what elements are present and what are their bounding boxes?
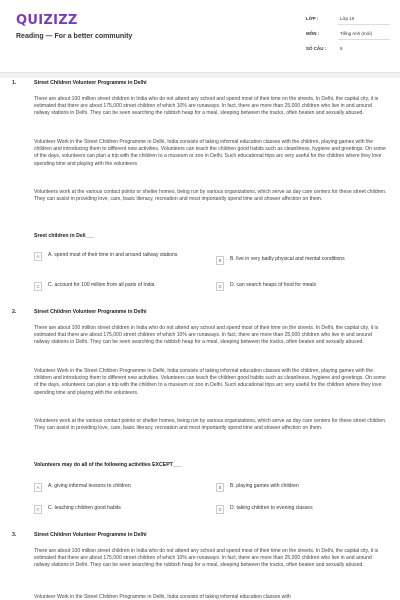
option-letter-box: D xyxy=(216,282,224,291)
meta-class-label: LỚP : xyxy=(306,16,319,21)
question-title: Street Children Volunteer Programme in Delhi xyxy=(34,80,147,86)
passage-paragraph: There are about 100 million street children in India who do not attend any school and spend most of their time on the streets. In Delhi, the capital city, it is estimated that there are about 175,000 street children of which 10% are runaways. In fact, there are more than 25,000 children who live in and around railway stations in Delhi. They can be seen searching the rubbish heap for a meal, sleeping between the tracks, often beaten and sexually abused. xyxy=(34,96,379,117)
option-text: A. spend most of their time in and around railway stations xyxy=(48,252,178,258)
option-letter-box: A xyxy=(34,252,42,261)
meta-subject-value: Tiếng Anh (mới) xyxy=(340,31,373,36)
meta-underline xyxy=(338,39,390,40)
question-stem: Sreet children in Deli___ xyxy=(34,233,95,239)
passage-paragraph: Volunteer Work in the Street Children Programme in Delhi, India consists of taking informal education classes with the children, playing games with the children and introducing them to different new activities. Volunteers can teach the children good habits such as cleanliness, hygiene and greetings. On some of the days, volunteers can plan a trip with the children to a museum or zoo in Delhi. Such educational trips arc very useful for the children where they love spending time and playing with the volunteers. xyxy=(34,368,386,396)
option-text: C. account for 100 million from all parts of India xyxy=(48,282,155,288)
meta-subject-label: MÔN : xyxy=(306,31,320,36)
option-letter-box: D xyxy=(216,505,224,514)
option-text: A. giving informal lessons to children xyxy=(48,483,131,489)
passage-paragraph: Volunteer Work in the Street Children Programme in Delhi, India consists of taking informal education classes with xyxy=(34,594,291,600)
question-title: Street Children Volunteer Programme in Delhi xyxy=(34,309,147,315)
passage-paragraph: Volunteers work at the various contact points or shelter homes, being run by various organizations, which serve as day care centers for these street children. They can assist in providing love, care, basic literacy, recreation and most importantly spend time and shower affection on them. xyxy=(34,189,387,203)
question-number: 3. xyxy=(12,532,17,538)
passage-paragraph: Volunteer Work in the Street Children Programme in Delhi, India consists of taking informal education classes with the children, playing games with the children and introducing them to different new activities. Volunteers can teach the children good habits such as cleanliness, hygiene and greetings. On some of the days, volunteers can plan a trip with the children to a museum or zoo in Delhi. Such educational trips arc very useful for the children where they love spending time and playing with the volunteers. xyxy=(34,139,386,167)
meta-underline xyxy=(338,24,390,25)
meta-class-value: Lớp 10 xyxy=(340,16,355,21)
option-text: D. taking children to evening classes xyxy=(230,505,313,511)
meta-count-value: 5 xyxy=(340,46,343,51)
option-text: B. live in very badly physical and mental conditions xyxy=(230,256,345,262)
option-text: B. playing games with children xyxy=(230,483,299,489)
question-stem: Volunteers may do all of the following activities EXCEPT___ xyxy=(34,462,182,468)
header-divider xyxy=(0,72,400,78)
option-text: D. can search heaps of food for meals xyxy=(230,282,317,288)
passage-paragraph: There are about 100 million street children in India who do not attend any school and spend most of their time on the streets. In Delhi, the capital city, it is estimated that there are about 175,000 street children of which 10% are runaways. In fact, there are more than 25,000 children who live in and around railway stations in Delhi. They can be seen searching the rubbish heap for a meal, sleeping between the tracks, often beaten and sexually abused. xyxy=(34,548,379,569)
option-letter-box: C xyxy=(34,505,42,514)
question-title: Street Children Volunteer Programme in Delhi xyxy=(34,532,147,538)
passage-paragraph: There are about 100 million street children in India who do not attend any school and spend most of their time on the streets. In Delhi, the capital city, it is estimated that there are about 175,000 street children of which 10% are runaways. In fact, there are more than 25,000 children who live in and around railway stations in Delhi. They can be seen searching the rubbish heap for a meal, sleeping between the tracks, often beaten and sexually abused. xyxy=(34,325,379,346)
quizizz-logo: QUIZIZZ xyxy=(16,13,78,28)
option-letter-box: B xyxy=(216,256,224,265)
question-number: 2. xyxy=(12,309,17,315)
option-letter-box: C xyxy=(34,282,42,291)
question-number: 1. xyxy=(12,80,17,86)
option-letter-box: A xyxy=(34,483,42,492)
question-3 xyxy=(0,532,400,600)
meta-count-label: SỐ CÂU : xyxy=(306,46,327,51)
option-text: C. teaching children good habits xyxy=(48,505,121,511)
passage-paragraph: Volunteers work at the various contact points or shelter homes, being run by various organizations, which serve as day care centers for these street children. They can assist in providing love, care, basic literacy, recreation and most importantly spend time and shower affection on them. xyxy=(34,418,387,432)
option-letter-box: B xyxy=(216,483,224,492)
worksheet-title: Reading — For a better community xyxy=(16,33,133,40)
worksheet-header xyxy=(0,0,400,72)
